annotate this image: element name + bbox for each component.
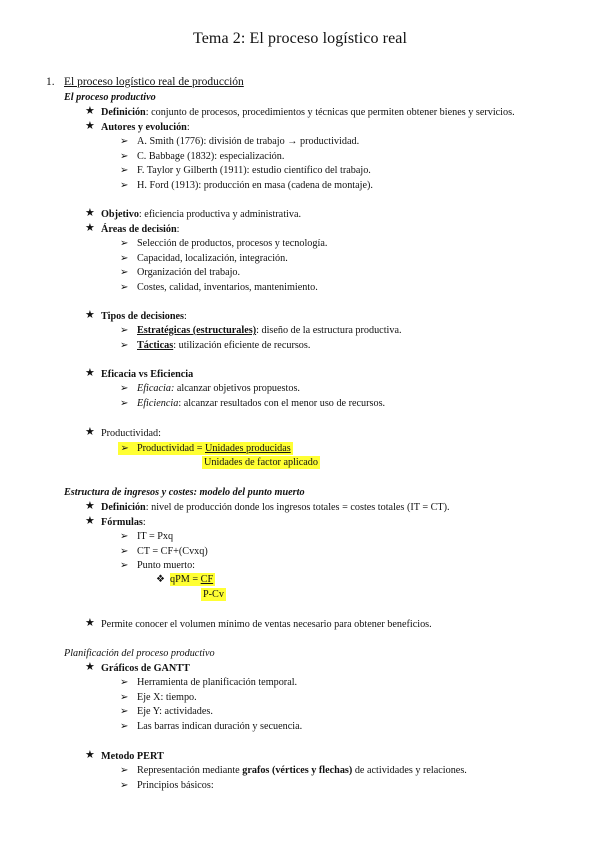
list-item: Organización del trabajo. bbox=[137, 267, 241, 278]
areas-label: Áreas de decisión bbox=[101, 224, 177, 235]
list-item: Costes, calidad, inventarios, mantenimiento. bbox=[137, 282, 318, 293]
decision-types-label: Tipos de decisiones bbox=[101, 311, 185, 322]
list-item: Herramienta de planificación temporal. bbox=[137, 677, 298, 688]
efficacy-heading: Eficacia vs Eficiencia bbox=[101, 369, 194, 380]
authors-label: Autores y evolución bbox=[101, 122, 187, 133]
star-bullet-icon: ★ bbox=[85, 120, 95, 132]
subsection-heading: Estructura de ingresos y costes: modelo del punto muerto bbox=[64, 487, 305, 498]
arrow-bullet-icon: ➢ bbox=[120, 325, 129, 336]
gantt-heading: Gráficos de GANTT bbox=[101, 663, 190, 674]
authors-heading: Autores y evolución: bbox=[101, 122, 190, 133]
arrow-bullet-icon: ➢ bbox=[120, 531, 129, 542]
star-bullet-icon: ★ bbox=[85, 500, 95, 512]
arrow-bullet-icon: ➢ bbox=[120, 136, 129, 147]
definition-item bbox=[101, 106, 515, 119]
productivity-heading: Productividad: bbox=[101, 428, 161, 439]
areas-heading: Áreas de decisión: bbox=[101, 224, 180, 235]
list-item: Selección de productos, procesos y tecnología. bbox=[137, 238, 328, 249]
arrow-bullet-icon: ➢ bbox=[120, 267, 129, 278]
formula-numerator: CF bbox=[200, 574, 214, 585]
arrow-bullet-icon: ➢ bbox=[120, 546, 129, 557]
list-item: Las barras indican duración y secuencia. bbox=[137, 721, 303, 732]
list-item: Eje X: tiempo. bbox=[137, 692, 197, 703]
list-item: CT = CF+(Cvxq) bbox=[137, 546, 208, 557]
formula-numerator: Unidades producidas bbox=[205, 443, 291, 454]
list-item: H. Ford (1913): producción en masa (cadena de montaje). bbox=[137, 180, 373, 191]
list-item: C. Babbage (1832): especialización. bbox=[137, 151, 285, 162]
list-item: A. Smith (1776): división de trabajo → productividad. bbox=[137, 136, 360, 147]
arrow-bullet-icon: ➢ bbox=[120, 253, 129, 264]
formulas-heading: Fórmulas: bbox=[101, 517, 146, 528]
list-item: Representación mediante grafos (vértices y flechas) de actividades y relaciones. bbox=[137, 765, 467, 776]
subsection-heading: Planificación del proceso productivo bbox=[64, 648, 215, 659]
arrow-bullet-icon: ➢ bbox=[120, 165, 129, 176]
arrow-bullet-icon: ➢ bbox=[120, 677, 129, 688]
star-bullet-icon: ★ bbox=[85, 426, 95, 438]
star-bullet-icon: ★ bbox=[85, 515, 95, 527]
formula-denominator: Unidades de factor aplicado bbox=[204, 457, 318, 468]
arrow-bullet-icon: ➢ bbox=[120, 706, 129, 717]
list-item: Eje Y: actividades. bbox=[137, 706, 213, 717]
star-bullet-icon: ★ bbox=[85, 309, 95, 321]
page-title: Tema 2: El proceso logístico real bbox=[192, 30, 408, 47]
objective-label: Objetivo bbox=[101, 209, 139, 220]
star-bullet-icon: ★ bbox=[85, 222, 95, 234]
arrow-bullet-icon: ➢ bbox=[120, 282, 129, 293]
star-bullet-icon: ★ bbox=[85, 207, 95, 219]
list-item: Estratégicas (estructurales): diseño de la estructura productiva. bbox=[137, 325, 402, 336]
definition-item: Definición: nivel de producción donde los ingresos totales = costes totales (IT = CT). bbox=[101, 502, 450, 513]
star-bullet-icon: ★ bbox=[85, 367, 95, 379]
arrow-bullet-icon: ➢ bbox=[120, 560, 129, 571]
arrow-bullet-icon: ➢ bbox=[120, 151, 129, 162]
subsection-heading: El proceso productivo bbox=[64, 92, 156, 103]
break-even-formula: qPM = CF bbox=[170, 574, 214, 585]
pert-heading: Metodo PERT bbox=[101, 751, 164, 762]
diamond-bullet-icon: ❖ bbox=[156, 574, 165, 585]
objective-item: Objetivo: eficiencia productiva y administrativa. bbox=[101, 209, 302, 220]
arrow-bullet-icon: ➢ bbox=[120, 238, 129, 249]
productivity-formula: ➢ Productividad = Unidades producidas bbox=[118, 443, 291, 454]
arrow-bullet-icon: ➢ bbox=[120, 180, 129, 191]
definition-label: Definición bbox=[101, 107, 146, 118]
star-bullet-icon: ★ bbox=[85, 105, 95, 117]
arrow-bullet-icon: ➢ bbox=[120, 340, 129, 351]
arrow-bullet-icon: ➢ bbox=[120, 780, 129, 791]
list-item: Capacidad, localización, integración. bbox=[137, 253, 288, 264]
list-item: Punto muerto: bbox=[137, 560, 196, 571]
star-bullet-icon: ★ bbox=[85, 749, 95, 761]
arrow-bullet-icon: ➢ bbox=[118, 443, 130, 454]
section-heading: El proceso logístico real de producción bbox=[64, 76, 244, 88]
formula-denominator: P-Cv bbox=[203, 589, 224, 600]
definition-text: : conjunto de procesos, procedimientos y técnicas que permiten obtener bienes y servicios. bbox=[145, 107, 515, 118]
list-item: Eficacia: alcanzar objetivos propuestos. bbox=[137, 383, 300, 394]
arrow-bullet-icon: ➢ bbox=[120, 692, 129, 703]
section-number: 1. bbox=[46, 76, 55, 88]
list-item: Principios básicos: bbox=[137, 780, 214, 791]
star-bullet-icon: ★ bbox=[85, 661, 95, 673]
list-item: Tácticas: utilización eficiente de recursos. bbox=[137, 340, 311, 351]
star-bullet-icon: ★ bbox=[85, 617, 95, 629]
list-item: Permite conocer el volumen mínimo de ventas necesario para obtener beneficios. bbox=[101, 619, 432, 630]
decision-types-heading: Tipos de decisiones: bbox=[101, 311, 187, 322]
arrow-bullet-icon: ➢ bbox=[120, 765, 129, 776]
list-item: F. Taylor y Gilberth (1911): estudio científico del trabajo. bbox=[137, 165, 371, 176]
list-item: Eficiencia: alcanzar resultados con el menor uso de recursos. bbox=[137, 398, 386, 409]
arrow-bullet-icon: ➢ bbox=[120, 383, 129, 394]
arrow-bullet-icon: ➢ bbox=[120, 721, 129, 732]
arrow-bullet-icon: ➢ bbox=[120, 398, 129, 409]
list-item: IT = Pxq bbox=[137, 531, 174, 542]
